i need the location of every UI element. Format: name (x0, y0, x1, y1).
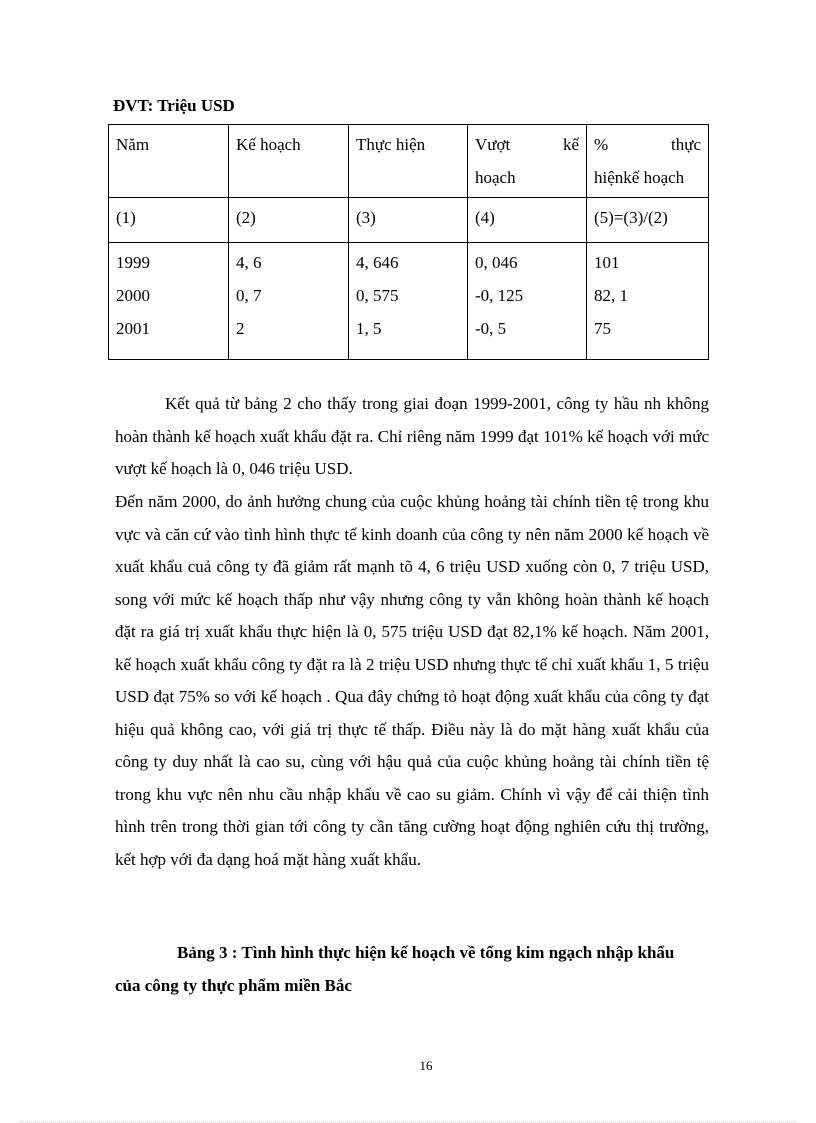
index-cell: (3) (349, 198, 468, 243)
percent-values-cell: 101 82, 1 75 (587, 243, 709, 360)
table-header-row (109, 125, 709, 198)
caption-line-1: Bảng 3 : Tình hình thực hiện kế hoạch về tổng kim ngạch nhập khẩu (177, 943, 675, 962)
index-cell: (2) (229, 198, 349, 243)
paragraph-summary: Kết quả từ bảng 2 cho thấy trong giai đoạn 1999-2001, công ty hầu nh không hoàn thành kế hoạch xuất khẩu đặt ra. Chỉ riêng năm 1999 đạt 101% kế hoạch với mức vượt kế hoạch là 0, 046 triệu USD. (115, 394, 709, 478)
index-cell: (5)=(3)/(2) (587, 198, 709, 243)
index-cell: (4) (468, 198, 587, 243)
header-cell-year: Năm (109, 125, 229, 198)
page-number: 16 (419, 1058, 433, 1073)
table-caption (115, 936, 745, 1002)
table-values-row (109, 243, 709, 360)
header-cell-actual: Thực hiện (349, 125, 468, 198)
header-cell-plan: Kế hoạch (229, 125, 349, 198)
plan-values-cell: 4, 6 0, 7 2 (229, 243, 349, 360)
actual-values-cell: 4, 646 0, 575 1, 5 (349, 243, 468, 360)
unit-label: ĐVT: Triệu USD (113, 96, 235, 115)
header-cell-percent-plan: % thực hiệnkế hoạch (587, 125, 709, 198)
index-cell: (1) (109, 198, 229, 243)
paragraph-analysis: Đến năm 2000, do ảnh hưởng chung của cuộc khủng hoảng tài chính tiền tệ trong khu vực và căn cứ vào tình hình thực tế kinh doanh của công ty nên năm 2000 kế hoạch về xuất khẩu cuả công ty đã giảm rất mạnh tõ 4, 6 triệu USD xuống còn 0, 7 triệu USD, song với mức kế hoạch thấp như vậy nhưng công ty vẫn không hoàn thành kế hoạch đặt ra giá trị xuất khẩu thực hiện là 0, 575 triệu USD đạt 82,1% kế hoạch. Năm 2001, kế hoạch xuất khẩu công ty đặt ra là 2 triệu USD nhưng thực tế chỉ xuất khẩu 1, 5 triệu USD đạt 75% so với kế hoạch . Qua đây chứng tỏ hoạt động xuất khẩu của công ty đạt hiệu quả không cao, với giá trị thực tế thấp. Điều này là do mặt hàng xuất khẩu của công ty duy nhất là cao su, cùng với hậu quả của cuộc khủng hoảng tài chính tiền tệ trong khu vực nên nhu cầu nhập khẩu về cao su giảm. Chính vì vậy để cải thiện tình hình trên trong thời gian tới công ty cần tăng cường hoạt động nghiên cứu thị trường, kết hợp với đa dạng hoá mặt hàng xuất khẩu. (115, 492, 709, 869)
page-bottom-divider (20, 1121, 796, 1122)
table-index-row (109, 198, 709, 243)
exceed-values-cell: 0, 046 -0, 125 -0, 5 (468, 243, 587, 360)
caption-line-2: của công ty thực phẩm miền Bắc (115, 976, 352, 995)
export-plan-table (108, 124, 709, 360)
years-cell: 1999 2000 2001 (109, 243, 229, 360)
header-cell-exceed-plan: Vượt kế hoạch (468, 125, 587, 198)
